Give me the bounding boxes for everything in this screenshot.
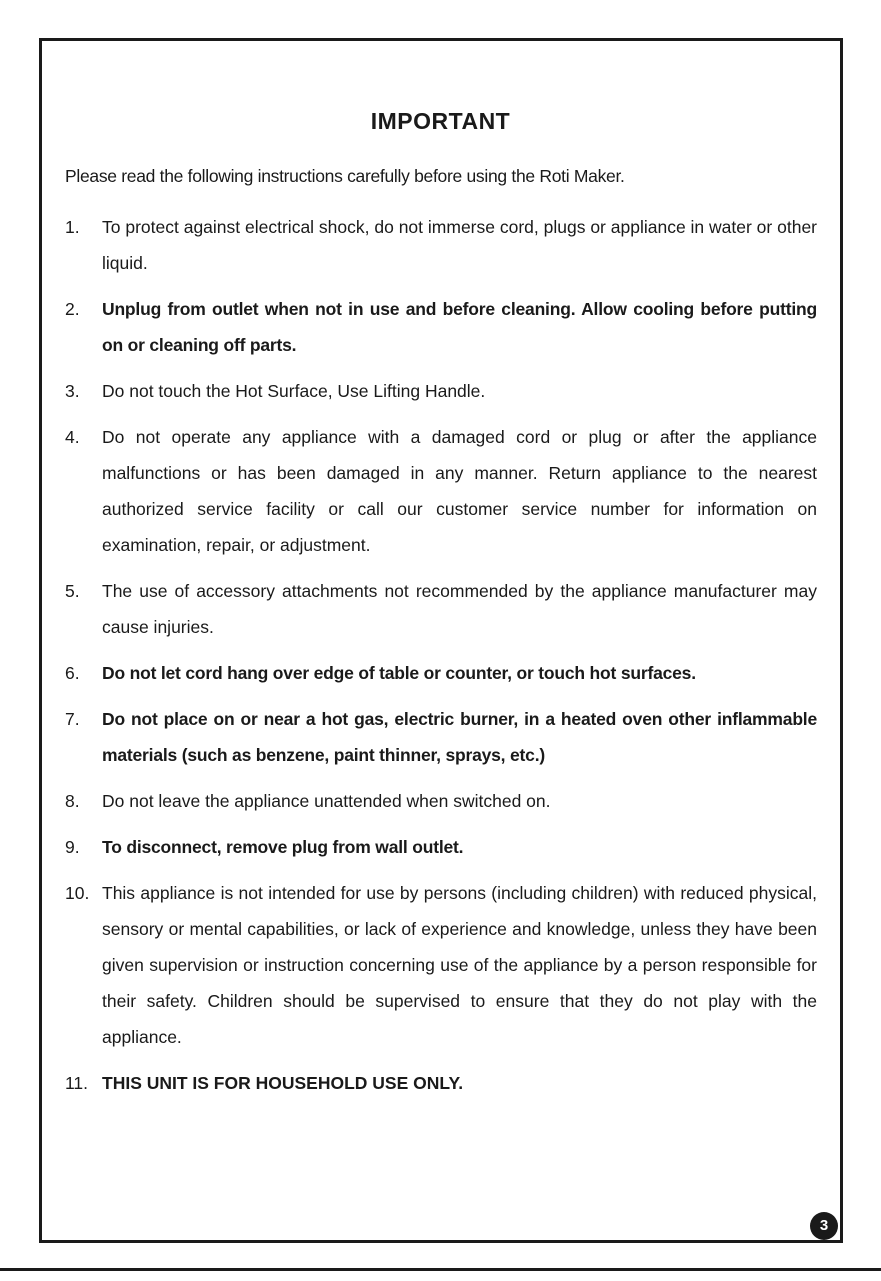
item-text: Do not leave the appliance unattended when switched on. — [102, 791, 551, 811]
list-item — [65, 829, 817, 865]
list-item — [65, 373, 817, 409]
item-number: 1. — [65, 217, 80, 237]
item-number: 3. — [65, 381, 80, 401]
item-text: The use of accessory attachments not recommended by the appliance manufacturer may cause injuries. — [102, 581, 817, 637]
intro-text: Please read the following instructions carefully before using the Roti Maker. — [65, 166, 625, 186]
item-number: 10. — [65, 883, 90, 903]
item-text: Do not operate any appliance with a damaged cord or plug or after the appliance malfunctions or has been damaged in any manner. Return appliance to the nearest authorized service facility or call our customer service number for information on examination, repair, or adjustment. — [102, 427, 817, 555]
item-number: 8. — [65, 791, 80, 811]
item-number: 6. — [65, 663, 80, 683]
item-text: Unplug from outlet when not in use and before cleaning. Allow cooling before putting on or cleaning off parts. — [102, 299, 817, 355]
list-item — [65, 1065, 817, 1101]
item-number: 2. — [65, 299, 80, 319]
item-text: Do not let cord hang over edge of table or counter, or touch hot surfaces. — [102, 663, 696, 683]
page-title: IMPORTANT — [370, 108, 511, 134]
item-text: Do not place on or near a hot gas, electric burner, in a heated oven other inflammable materials (such as benzene, paint thinner, sprays, etc.) — [102, 709, 817, 765]
list-item — [65, 291, 817, 363]
list-item — [65, 783, 817, 819]
bottom-divider — [0, 1268, 881, 1271]
page-number-badge: 3 — [810, 1212, 838, 1240]
item-text: THIS UNIT IS FOR HOUSEHOLD USE ONLY. — [102, 1073, 464, 1093]
list-item — [65, 655, 817, 691]
item-text: To protect against electrical shock, do not immerse cord, plugs or appliance in water or other liquid. — [102, 217, 817, 273]
item-text: This appliance is not intended for use by persons (including children) with reduced physical, sensory or mental capabilities, or lack of experience and knowledge, unless they have been given supervision or instruction concerning use of the appliance by a person responsible for their safety. Children should be supervised to ensure that they do not play with the appliance. — [102, 883, 817, 1047]
item-number: 11. — [65, 1073, 89, 1093]
item-text: To disconnect, remove plug from wall outlet. — [102, 837, 464, 857]
item-number: 9. — [65, 837, 80, 857]
list-item — [65, 419, 817, 563]
instruction-list — [65, 209, 817, 1111]
item-text: Do not touch the Hot Surface, Use Lifting Handle. — [102, 381, 486, 401]
item-number: 4. — [65, 427, 80, 447]
item-number: 7. — [65, 709, 80, 729]
list-item — [65, 573, 817, 645]
item-number: 5. — [65, 581, 80, 601]
list-item — [65, 209, 817, 281]
list-item — [65, 701, 817, 773]
list-item — [65, 875, 817, 1055]
